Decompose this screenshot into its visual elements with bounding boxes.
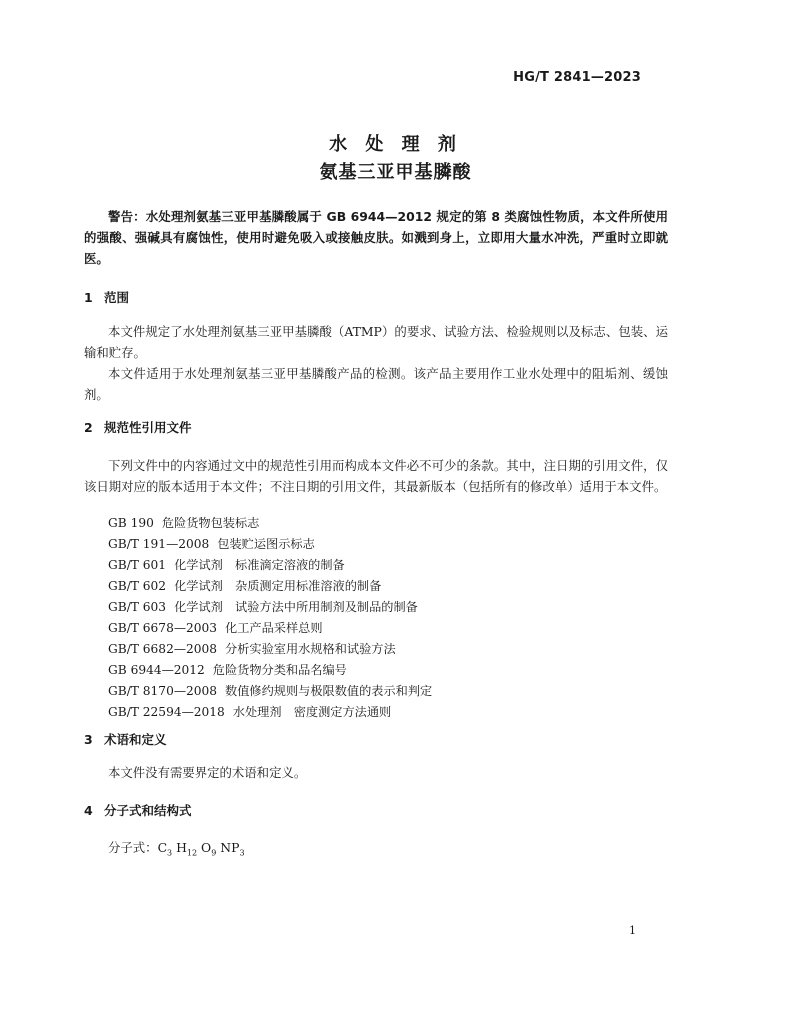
reference-title: 包装贮运图示标志: [217, 537, 315, 551]
element-np: NP: [220, 840, 240, 855]
reference-item: [108, 534, 315, 554]
subscript: 9: [211, 848, 217, 858]
formula-label: 分子式：: [108, 840, 158, 855]
element-h: H: [176, 840, 187, 855]
element-o: O: [201, 840, 212, 855]
section-2-paragraph: 下列文件中的内容通过文中的规范性引用而构成本文件必不可少的条款。其中，注日期的引用文件，仅该日期对应的版本适用于本文件；不注日期的引用文件，其最新版本（包括所有的修改单）适用于本文件。: [84, 458, 668, 494]
reference-title: 危险货物分类和品名编号: [212, 663, 347, 677]
section-number: 4: [84, 803, 93, 818]
reference-title: 水处理剂 密度测定方法通则: [232, 705, 392, 719]
reference-code: GB/T 603: [108, 600, 167, 614]
reference-code: GB 6944—2012: [108, 663, 205, 677]
element-c: C: [157, 840, 168, 855]
reference-item: [108, 618, 323, 638]
reference-title: 危险货物包装标志: [161, 516, 260, 530]
document-title-line1: 水 处 理 剂: [329, 134, 462, 155]
reference-title: 化学试剂 试验方法中所用制剂及制品的制备: [174, 600, 418, 614]
reference-code: GB/T 8170—2008: [108, 684, 218, 698]
reference-item: [108, 576, 381, 596]
reference-item: [108, 660, 347, 680]
reference-title: 化工产品采样总则: [225, 621, 323, 635]
subscript: 3: [239, 848, 245, 858]
reference-item: [108, 639, 396, 659]
reference-item: [108, 597, 418, 617]
reference-code: GB/T 601: [108, 558, 167, 572]
reference-title: 分析实验室用水规格和试验方法: [225, 642, 396, 656]
reference-item: [108, 681, 432, 701]
molecular-formula: [108, 838, 245, 857]
section-number: 3: [84, 732, 93, 747]
section-3-paragraph: 本文件没有需要界定的术语和定义。: [108, 765, 307, 780]
subscript: 3: [167, 848, 173, 858]
section-number: 2: [84, 420, 93, 435]
reference-code: GB/T 602: [108, 579, 167, 593]
section-1-paragraph-1: 本文件规定了水处理剂氨基三亚甲基膦酸（ATMP）的要求、试验方法、检验规则以及标志、包装、运输和贮存。: [84, 324, 668, 360]
reference-item: [108, 702, 391, 722]
section-title: 分子式和结构式: [104, 803, 192, 818]
warning-paragraph: 警告：水处理剂氨基三亚甲基膦酸属于 GB 6944—2012 规定的第 8 类腐蚀性物质，本文件所使用的强酸、强碱具有腐蚀性，使用时避免吸入或接触皮肤。如溅到身上，立即用大量水冲洗，严重时立即就医。: [84, 209, 668, 266]
page-number: 1: [629, 924, 636, 937]
reference-title: 化学试剂 标准滴定溶液的制备: [174, 558, 345, 572]
section-title: 规范性引用文件: [104, 420, 192, 435]
standard-number: HG/T 2841—2023: [513, 70, 641, 85]
section-4-heading: [84, 801, 192, 819]
section-1-heading: [84, 288, 129, 306]
section-title: 范围: [104, 290, 130, 305]
reference-code: GB/T 22594—2018: [108, 705, 225, 719]
section-1-paragraph-2: 本文件适用于水处理剂氨基三亚甲基膦酸产品的检测。该产品主要用作工业水处理中的阻垢剂、缓蚀剂。: [84, 366, 668, 402]
section-2-heading: [84, 418, 192, 436]
reference-item: [108, 555, 345, 575]
reference-item: [108, 513, 259, 533]
section-3-heading: [84, 730, 167, 748]
reference-code: GB/T 6678—2003: [108, 621, 218, 635]
section-number: 1: [84, 290, 93, 305]
reference-code: GB/T 191—2008: [108, 537, 210, 551]
reference-title: 数值修约规则与极限数值的表示和判定: [225, 684, 433, 698]
section-title: 术语和定义: [104, 732, 167, 747]
reference-code: GB/T 6682—2008: [108, 642, 218, 656]
document-title-line2: 氨基三亚甲基膦酸: [319, 162, 472, 183]
subscript: 12: [186, 848, 198, 858]
reference-title: 化学试剂 杂质测定用标准溶液的制备: [174, 579, 382, 593]
reference-code: GB 190: [108, 516, 154, 530]
